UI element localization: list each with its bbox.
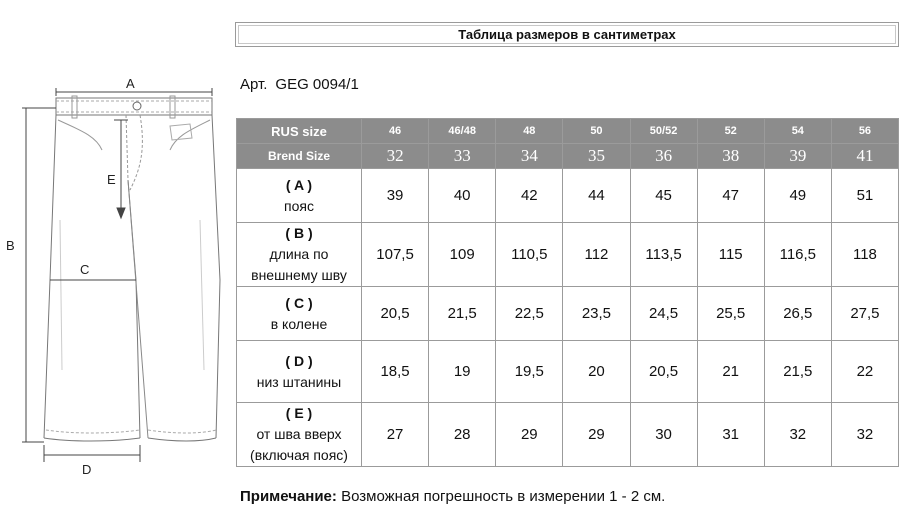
value-cell: 116,5 [764,223,831,287]
jeans-diagram [0,70,230,480]
rus-size-label: RUS size [237,119,362,144]
brand-size-cell: 36 [630,144,697,169]
value-cell: 21 [697,341,764,403]
value-cell: 25,5 [697,287,764,341]
brand-size-label: Brend Size [237,144,362,169]
measure-code: ( B ) [285,225,313,241]
value-cell: 118 [831,223,898,287]
value-cell: 22,5 [496,287,563,341]
page-title: Таблица размеров в сантиметрах [458,27,676,42]
measure-name: (включая пояс) [250,447,348,463]
value-cell: 32 [831,403,898,467]
label-b: B [6,238,15,253]
table-row [237,403,899,467]
label-d: D [82,462,92,477]
footnote [240,488,665,505]
measure-code: ( E ) [285,405,313,421]
rus-size-cell: 56 [831,119,898,144]
rus-size-cell: 46/48 [429,119,496,144]
value-cell: 32 [764,403,831,467]
value-cell: 44 [563,169,630,223]
value-cell: 49 [764,169,831,223]
brand-size-row [237,144,899,169]
measure-code: ( C ) [285,294,313,311]
brand-size-cell: 39 [764,144,831,169]
value-cell: 31 [697,403,764,467]
value-cell: 23,5 [563,287,630,341]
value-cell: 42 [496,169,563,223]
rus-size-cell: 50/52 [630,119,697,144]
value-cell: 45 [630,169,697,223]
outer-seam-left [44,115,56,438]
rus-size-cell: 50 [563,119,630,144]
table-row [237,223,899,287]
article-label: Арт. [240,76,268,93]
value-cell: 21,5 [429,287,496,341]
value-cell: 107,5 [362,223,429,287]
measure-label [237,403,362,467]
label-c: C [80,262,90,277]
value-cell: 20,5 [362,287,429,341]
brand-size-cell: 35 [563,144,630,169]
measure-name: в колене [270,315,328,332]
value-cell: 18,5 [362,341,429,403]
value-cell: 20,5 [630,341,697,403]
brand-size-cell: 33 [429,144,496,169]
table-row [237,169,899,223]
value-cell: 20 [563,341,630,403]
value-cell: 110,5 [496,223,563,287]
measure-code: ( D ) [285,352,313,369]
article-code: GEG 0094/1 [275,76,359,93]
value-cell: 28 [429,403,496,467]
measure-label [237,341,362,403]
note-text: Возможная погрешность в измерении 1 - 2 см. [341,488,666,505]
rus-size-cell: 52 [697,119,764,144]
value-cell: 112 [563,223,630,287]
brand-size-cell: 38 [697,144,764,169]
value-cell: 24,5 [630,287,697,341]
value-cell: 30 [630,403,697,467]
measure-label [237,223,362,287]
outer-seam-right [212,115,220,438]
article-line [240,76,359,93]
value-cell: 115 [697,223,764,287]
measure-name: от шва вверх [256,426,342,442]
title-box [235,22,899,47]
rus-size-cell: 48 [496,119,563,144]
table-row [237,287,899,341]
note-label: Примечание: [240,488,337,505]
measure-label [237,287,362,341]
measure-name: внешнему шву [251,267,347,283]
rus-size-cell: 54 [764,119,831,144]
brand-size-cell: 32 [362,144,429,169]
value-cell: 47 [697,169,764,223]
measure-label [237,169,362,223]
value-cell: 40 [429,169,496,223]
label-a: A [126,76,135,91]
brand-size-cell: 41 [831,144,898,169]
value-cell: 21,5 [764,341,831,403]
measure-code: ( A ) [285,176,313,193]
value-cell: 29 [563,403,630,467]
size-table [236,118,899,467]
value-cell: 39 [362,169,429,223]
value-cell: 29 [496,403,563,467]
measure-name: длина по [269,246,329,262]
value-cell: 19,5 [496,341,563,403]
value-cell: 27,5 [831,287,898,341]
value-cell: 109 [429,223,496,287]
measure-name: пояс [284,197,314,214]
value-cell: 51 [831,169,898,223]
measure-name: низ штанины [256,373,342,390]
value-cell: 22 [831,341,898,403]
value-cell: 26,5 [764,287,831,341]
label-e: E [107,172,116,187]
rus-size-row [237,119,899,144]
value-cell: 113,5 [630,223,697,287]
table-row [237,341,899,403]
value-cell: 19 [429,341,496,403]
rus-size-cell: 46 [362,119,429,144]
brand-size-cell: 34 [496,144,563,169]
value-cell: 27 [362,403,429,467]
